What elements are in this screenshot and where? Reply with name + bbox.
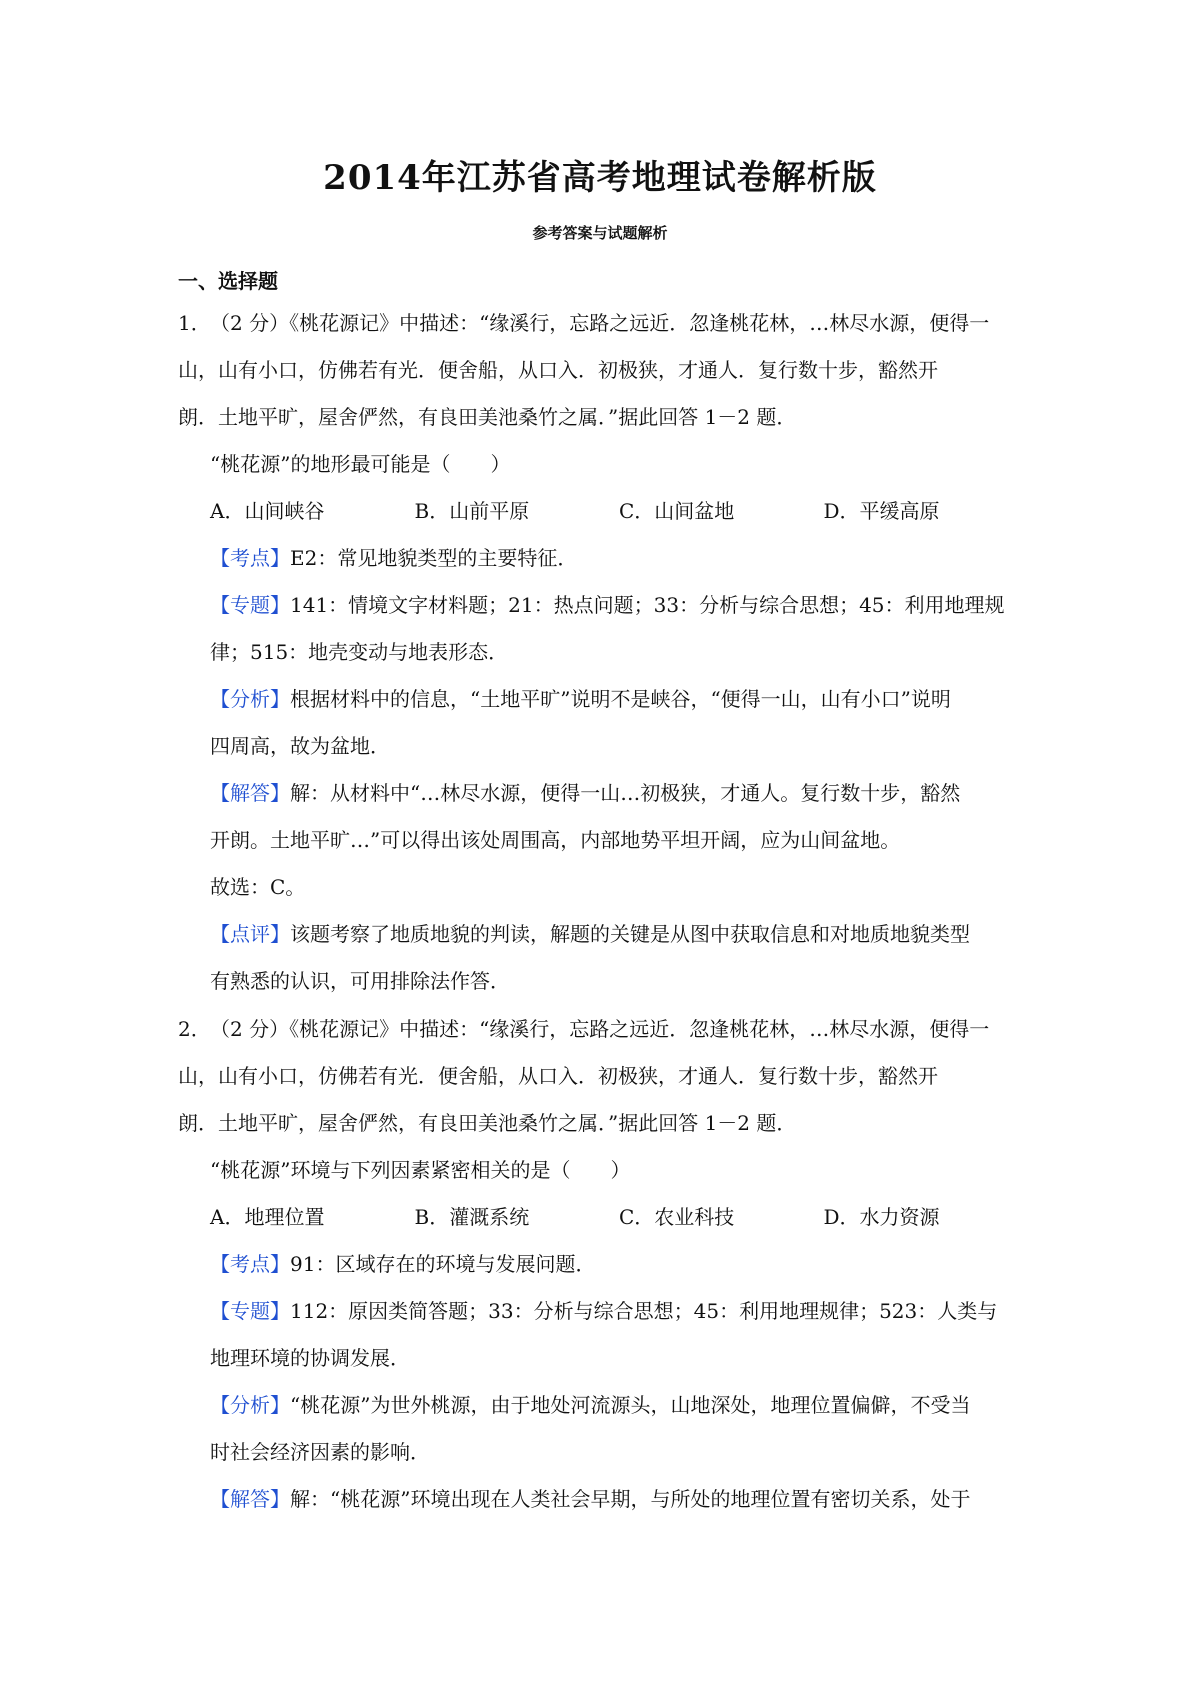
- jieda-tag: 【解答】: [210, 781, 290, 805]
- question-2: [178, 1006, 1028, 1523]
- question-stem-line: 山，山有小口，仿佛若有光．便舍船，从口入．初极狭，才通人．复行数十步，豁然开: [178, 1064, 938, 1088]
- option-a: A．山间峡谷: [210, 499, 325, 523]
- jieda-text: 解：从材料中“…林尽水源，便得一山…初极狭，才通人。复行数十步，豁然: [290, 781, 961, 805]
- fenxi-block: [210, 1382, 1028, 1476]
- question-1: [178, 300, 1028, 1005]
- option-c: C．农业科技: [619, 1205, 735, 1229]
- question-stem-line: 山，山有小口，仿佛若有光．便舍船，从口入．初极狭，才通人．复行数十步，豁然开: [178, 358, 938, 382]
- kaodian-block: [210, 1241, 1028, 1288]
- question-stem-line: 朗．土地平旷，屋舍俨然，有良田美池桑竹之属．”据此回答 1－2 题．: [178, 1111, 797, 1135]
- zhuanti-text: 律；515：地壳变动与地表形态．: [210, 640, 509, 664]
- fenxi-tag: 【分析】: [210, 1393, 290, 1417]
- zhuanti-block: [210, 1288, 1028, 1382]
- option-a: A．地理位置: [210, 1205, 325, 1229]
- question-number: 1．: [178, 311, 211, 335]
- jieda-text: 开朗。土地平旷…”可以得出该处周围高，内部地势平坦开阔，应为山间盆地。: [210, 828, 901, 852]
- jieda-answer: 故选：C。: [210, 875, 306, 899]
- fenxi-text: 四周高，故为盆地．: [210, 734, 390, 758]
- kaodian-tag: 【考点】: [210, 546, 290, 570]
- fenxi-block: [210, 676, 1028, 770]
- question-number: 2．: [178, 1017, 211, 1041]
- jieda-text: 解：“桃花源”环境出现在人类社会早期，与所处的地理位置有密切关系，处于: [290, 1487, 971, 1511]
- page-title: 2014年江苏省高考地理试卷解析版: [323, 158, 877, 198]
- option-b: B．山前平原: [414, 499, 530, 523]
- question-stem-line: （2 分）《桃花源记》中描述：“缘溪行，忘路之远近．忽逢桃花林，…林尽水源，便得一: [210, 1017, 990, 1041]
- kaodian-text: 91：区域存在的环境与发展问题．: [290, 1252, 596, 1276]
- jieda-tag: 【解答】: [210, 1487, 290, 1511]
- option-b: B．灌溉系统: [414, 1205, 530, 1229]
- fenxi-text: 时社会经济因素的影响．: [210, 1440, 430, 1464]
- answer-options: [210, 488, 1028, 535]
- fenxi-text: 根据材料中的信息，“土地平旷”说明不是峡谷，“便得一山，山有小口”说明: [290, 687, 951, 711]
- answer-options: [210, 1194, 1028, 1241]
- fenxi-tag: 【分析】: [210, 687, 290, 711]
- question-prompt: “桃花源”环境与下列因素紧密相关的是（ ）: [210, 1158, 631, 1182]
- question-prompt: “桃花源”的地形最可能是（ ）: [210, 452, 511, 476]
- kaodian-text: E2：常见地貌类型的主要特征．: [290, 546, 578, 570]
- kaodian-tag: 【考点】: [210, 1252, 290, 1276]
- jieda-block: [210, 770, 1028, 911]
- zhuanti-text: 141：情境文字材料题；21：热点问题；33：分析与综合思想；45：利用地理规: [290, 593, 1005, 617]
- zhuanti-text: 112：原因类简答题；33：分析与综合思想；45：利用地理规律；523：人类与: [290, 1299, 998, 1323]
- jieda-block: [210, 1476, 1028, 1523]
- option-d: D．水力资源: [823, 1205, 940, 1229]
- page-subtitle: 参考答案与试题解析: [532, 224, 668, 242]
- fenxi-text: “桃花源”为世外桃源，由于地处河流源头，山地深处，地理位置偏僻，不受当: [290, 1393, 971, 1417]
- zhuanti-tag: 【专题】: [210, 593, 290, 617]
- zhuanti-text: 地理环境的协调发展．: [210, 1346, 410, 1370]
- kaodian-block: [210, 535, 1028, 582]
- zhuanti-tag: 【专题】: [210, 1299, 290, 1323]
- question-stem-line: 朗．土地平旷，屋舍俨然，有良田美池桑竹之属．”据此回答 1－2 题．: [178, 405, 797, 429]
- zhuanti-block: [210, 582, 1028, 676]
- dianping-text: 该题考察了地质地貌的判读，解题的关键是从图中获取信息和对地质地貌类型: [290, 922, 970, 946]
- dianping-text: 有熟悉的认识，可用排除法作答．: [210, 969, 510, 993]
- question-stem-line: （2 分）《桃花源记》中描述：“缘溪行，忘路之远近．忽逢桃花林，…林尽水源，便得一: [210, 311, 990, 335]
- option-c: C．山间盆地: [619, 499, 735, 523]
- dianping-block: [210, 911, 1028, 1005]
- section-heading: 一、选择题: [178, 269, 278, 293]
- dianping-tag: 【点评】: [210, 922, 290, 946]
- option-d: D．平缓高原: [823, 499, 940, 523]
